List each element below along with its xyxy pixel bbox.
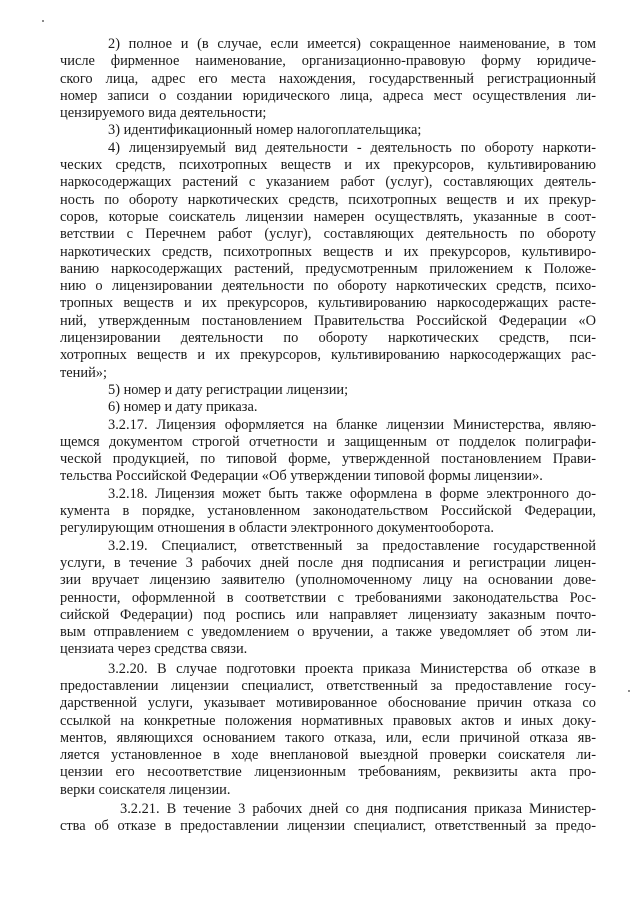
paragraph-3-2-17 bbox=[60, 417, 596, 486]
text-line: ского лица, адрес его места нахождения, государственный регистрационный bbox=[60, 70, 596, 87]
text-line: наркотических средств, психотропных веществ и их прекурсоров, культивиро- bbox=[60, 243, 596, 260]
text-line: 3.2.17. Лицензия оформляется на бланке лицензии Министерства, являю- bbox=[108, 416, 596, 433]
text-line: номер записи о создании юридического лица, адреса мест осуществления ли- bbox=[60, 87, 596, 104]
text-line: 3.2.20. В случае подготовки проекта приказа Министерства об отказе в bbox=[108, 660, 596, 677]
text-line: цензии его несоответствие лицензионным требованиям, реквизиты акта про- bbox=[60, 764, 596, 781]
text-line: верки соискателя лицензии. bbox=[60, 781, 231, 798]
paragraph-3-2-19 bbox=[60, 538, 596, 659]
text-line: тений»; bbox=[60, 364, 107, 381]
text-line: тропных веществ и их прекурсоров, культивированию наркосодержащих расте- bbox=[60, 295, 596, 312]
text-line: 3.2.18. Лицензия может быть также оформлена в форме электронного до- bbox=[108, 485, 596, 502]
text-line: вым отправлением с уведомлением о вручении, а также уведомляет об этом ли- bbox=[60, 624, 596, 641]
text-line: 5) номер и дату регистрации лицензии; bbox=[108, 381, 349, 398]
scan-speck bbox=[628, 690, 630, 692]
text-line: услуги, в течение 3 рабочих дней после дня подписания и регистрации лицен- bbox=[60, 554, 596, 571]
text-line: кумента в порядке, установленном законодательством Российской Федерации, bbox=[60, 503, 596, 520]
paragraph-item-3 bbox=[60, 122, 596, 139]
text-line: ссылкой на конкретные положения нормативных правовых актов и иных доку- bbox=[60, 712, 596, 729]
paragraph-item-4 bbox=[60, 140, 596, 382]
text-line: зии вручает лицензию заявителю (уполномоченному лицу на основании дове- bbox=[60, 572, 596, 589]
text-line: цензиата через средства связи. bbox=[60, 641, 248, 658]
text-line: тельства Российской Федерации «Об утверждении типовой формы лицензии». bbox=[60, 468, 543, 485]
text-line: ментов, являющихся основанием такого отказа, или, если причиной отказа яв- bbox=[60, 729, 596, 746]
text-line: сийской Федерации) под роспись или направляет лицензиату заказным почто- bbox=[60, 606, 596, 623]
text-line: ческой продукцией, по типовой форме, утвержденной постановлением Прави- bbox=[60, 451, 596, 468]
paragraph-item-2 bbox=[60, 36, 596, 122]
paragraph-item-6 bbox=[60, 399, 596, 416]
text-line: 3.2.21. В течение 3 рабочих дней со дня подписания приказа Министер- bbox=[120, 801, 596, 818]
text-line: ренности, оформленной в соответствии с требованиями законодательства Рос- bbox=[60, 589, 596, 606]
text-line: ства об отказе в предоставлении лицензии специалист, ответственный за предо- bbox=[60, 818, 596, 835]
text-line: предоставлении лицензии специалист, ответственный за предоставление госу- bbox=[60, 677, 596, 694]
text-line: ность по обороту наркотических средств, психотропных веществ и их прекур- bbox=[60, 191, 596, 208]
text-line: ванию наркосодержащих растений, предусмотренным приложением к Положе- bbox=[60, 260, 596, 277]
text-line: 4) лицензируемый вид деятельности - деятельность по обороту наркоти- bbox=[108, 139, 596, 156]
text-line: ческих средств, психотропных веществ и их прекурсоров, культивированию bbox=[60, 157, 596, 174]
text-line: ний, утвержденным постановлением Правительства Российской Федерации «О bbox=[60, 312, 596, 329]
text-line: регулирующим отношения в области электронного документооборота. bbox=[60, 520, 494, 537]
text-line: 3) идентификационный номер налогоплательщика; bbox=[108, 122, 422, 139]
text-line: числе фирменное наименование, организационно-правовую форму юридиче- bbox=[60, 53, 596, 70]
text-line: хотропных веществ и их прекурсоров, культивированию наркосодержащих рас- bbox=[60, 347, 596, 364]
paragraph-3-2-20 bbox=[60, 661, 596, 799]
paragraph-3-2-18 bbox=[60, 486, 596, 538]
paragraph-item-5 bbox=[60, 382, 596, 399]
text-line: 2) полное и (в случае, если имеется) сокращенное наименование, в том bbox=[108, 36, 596, 52]
text-line: щемся документом строгой отчетности и защищенным от подделок полиграфи- bbox=[60, 433, 596, 450]
text-line: лицензировании деятельности по обороту наркотических средств, пси- bbox=[60, 330, 596, 347]
text-line: 3.2.19. Специалист, ответственный за предоставление государственной bbox=[108, 537, 596, 554]
text-line: наркосодержащих растений с указанием работ (услуг), составляющих деятель- bbox=[60, 174, 596, 191]
text-line: 6) номер и дату приказа. bbox=[108, 399, 258, 416]
paragraph-3-2-21 bbox=[60, 801, 596, 836]
text-line: ляется установленное в ходе внеплановой выездной проверки соискателя ли- bbox=[60, 747, 596, 764]
text-line: ветствии с Перечнем работ (услуг), составляющих деятельность по обороту bbox=[60, 226, 596, 243]
scan-speck bbox=[42, 20, 44, 22]
text-line: цензируемого вида деятельности; bbox=[60, 105, 267, 122]
text-line: дарственной услуги, указывает мотивированное обоснование причин отказа со bbox=[60, 695, 596, 712]
text-line: нию о лицензировании деятельности по обороту наркотических средств, психо- bbox=[60, 278, 596, 295]
text-line: соров, которые соискатель лицензии намерен осуществлять, указанные в соот- bbox=[60, 208, 596, 225]
